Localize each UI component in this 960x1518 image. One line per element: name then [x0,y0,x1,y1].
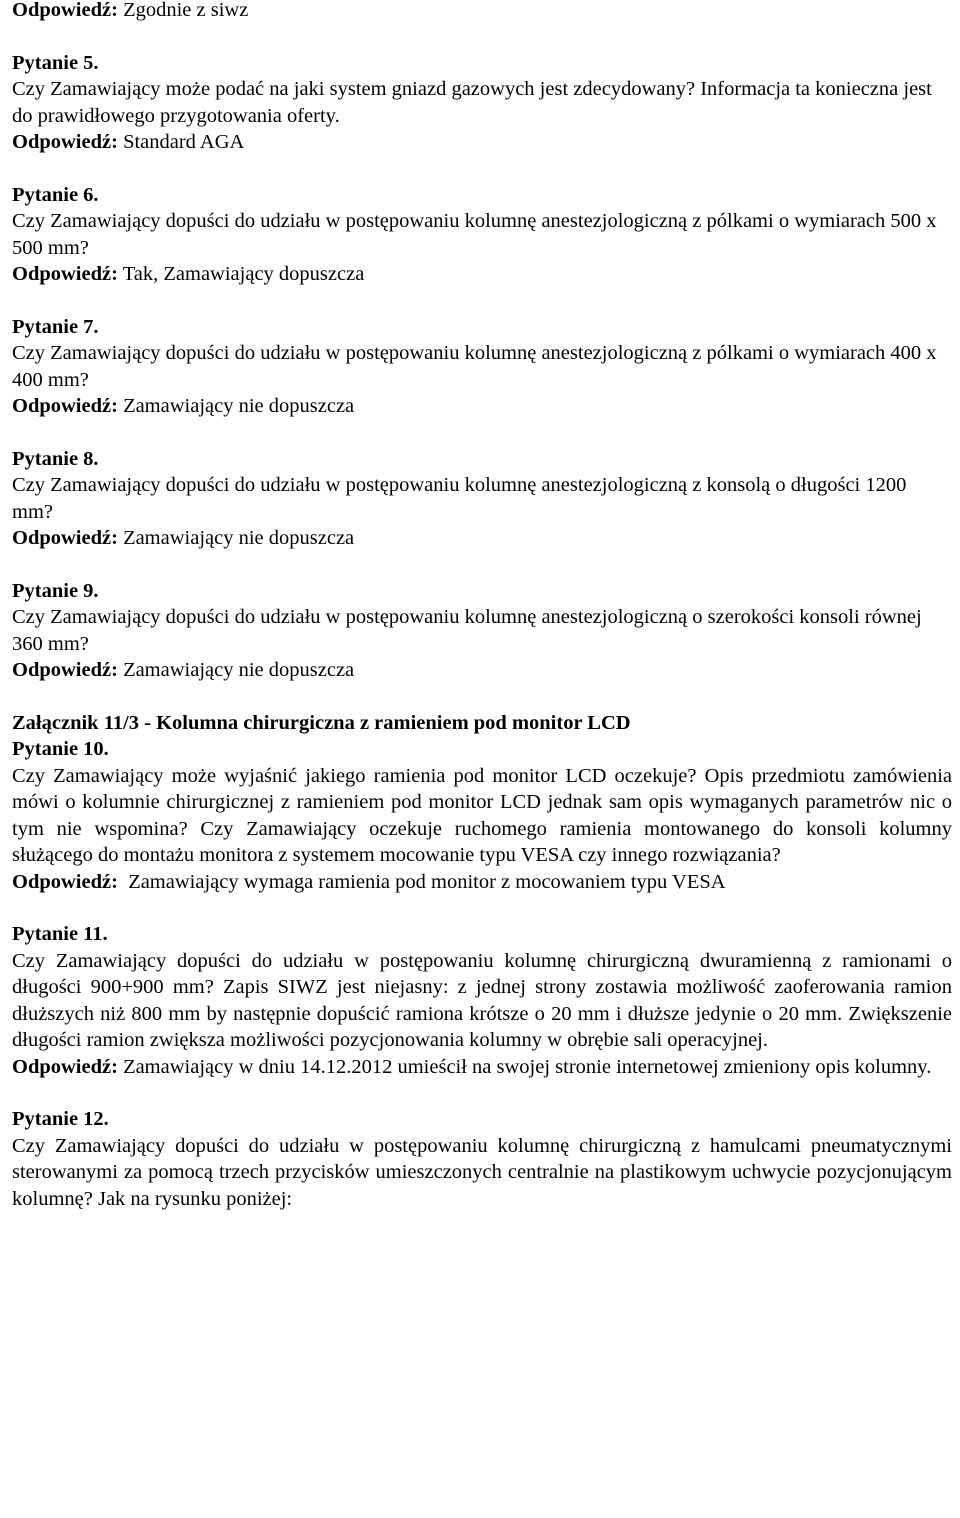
answer-text: Zgodnie z siwz [123,0,249,21]
question-text: Czy Zamawiający dopuści do udziału w postępowaniu kolumnę anestezjologiczną z pólkami o wymiarach 500 x 500 mm? [12,210,937,259]
question-heading: Pytanie 12. [12,1108,109,1130]
question-block-11 [12,921,952,1080]
answer-label: Odpowiedź: [12,0,118,21]
question-text: Czy Zamawiający może podać na jaki system gniazd gazowych jest zdecydowany? Informacja ta konieczna jest do prawidłowego przygotowania oferty. [12,78,932,127]
answer-line [12,525,952,552]
attachment-block [12,710,952,737]
question-text: Czy Zamawiający dopuści do udziału w postępowaniu kolumnę anestezjologiczną z pólkami o wymiarach 400 x 400 mm? [12,342,937,391]
answer-label: Odpowiedź: [12,263,118,285]
answer-label: Odpowiedź: [12,527,118,549]
answer-block-top [12,0,952,24]
attachment-title: Załącznik 11/3 - Kolumna chirurgiczna z ramieniem pod monitor LCD [12,711,631,734]
answer-label: Odpowiedź: [12,870,118,893]
answer-text: Zamawiający w dniu 14.12.2012 umieścił na swojej stronie internetowej zmieniony opis kolumny. [123,1055,932,1078]
document-page [12,0,952,1238]
answer-label: Odpowiedź: [12,659,118,681]
question-text: Czy Zamawiający dopuści do udziału w postępowaniu kolumnę anestezjologiczną z konsolą o długości 1200 mm? [12,474,907,523]
answer-text: Zamawiający nie dopuszcza [123,395,355,417]
answer-line [12,261,952,288]
answer-label: Odpowiedź: [12,131,118,153]
answer-line [12,393,952,420]
question-heading: Pytanie 11. [12,923,108,945]
question-block-7 [12,314,952,420]
answer-text: Standard AGA [123,131,245,153]
question-text: Czy Zamawiający dopuści do udziału w postępowaniu kolumnę chirurgiczną dwuramienną z ramionami o długości 900+900 mm? Zapis SIWZ jest niejasny: z jednej strony zostawia możliwość zaoferowania ramion dłuższych niż 800 mm by następnie dopuścić ramiona krótsze o 20 mm i dłuższe jedynie o 20 mm. Zwiększenie długości ramion zwiększa możliwości pozycjonowania kolumny w obrębie sali operacyjnej. [12,949,952,1051]
question-text: Czy Zamawiający dopuści do udziału w postępowaniu kolumnę chirurgiczną z hamulcami pneumatycznymi sterowanymi za pomocą trzech przycisków umieszczonych centralnie na plastikowym uchwycie pozycjonującym kolumnę? Jak na rysunku poniżej: [12,1134,952,1210]
question-heading: Pytanie 9. [12,579,99,602]
answer-label: Odpowiedź: [12,395,118,417]
question-block-12 [12,1106,952,1212]
answer-label: Odpowiedź: [12,1055,118,1078]
question-heading: Pytanie 10. [12,738,109,760]
answer-text: Tak, Zamawiający dopuszcza [122,263,365,285]
question-heading: Pytanie 6. [12,183,99,206]
answer-line [12,0,952,24]
question-heading: Pytanie 5. [12,51,99,74]
question-block-9 [12,578,952,684]
question-heading: Pytanie 7. [12,315,99,338]
question-block-5 [12,50,952,156]
answer-line [12,129,952,156]
question-block-6 [12,182,952,288]
question-heading: Pytanie 8. [12,447,99,470]
answer-line [12,1054,952,1081]
question-block-10 [12,736,952,895]
question-text: Czy Zamawiający dopuści do udziału w postępowaniu kolumnę anestezjologiczną o szerokości konsoli równej 360 mm? [12,606,922,655]
question-block-8 [12,446,952,552]
answer-line [12,869,952,896]
answer-line [12,657,952,684]
answer-text: Zamawiający nie dopuszcza [123,659,355,681]
answer-text: Zamawiający wymaga ramienia pod monitor z mocowaniem typu VESA [128,870,726,893]
answer-text: Zamawiający nie dopuszcza [123,527,355,549]
question-text: Czy Zamawiający może wyjaśnić jakiego ramienia pod monitor LCD oczekuje? Opis przedmiotu zamówienia mówi o kolumnie chirurgicznej z ramieniem pod monitor LCD jednak sam opis wymaganych parametrów nic o tym nie wspomina? Czy Zamawiający oczekuje ruchomego ramienia montowanego do konsoli kolumny służącego do montażu monitora z systemem mocowanie typu VESA czy innego rozwiązania? [12,764,952,866]
